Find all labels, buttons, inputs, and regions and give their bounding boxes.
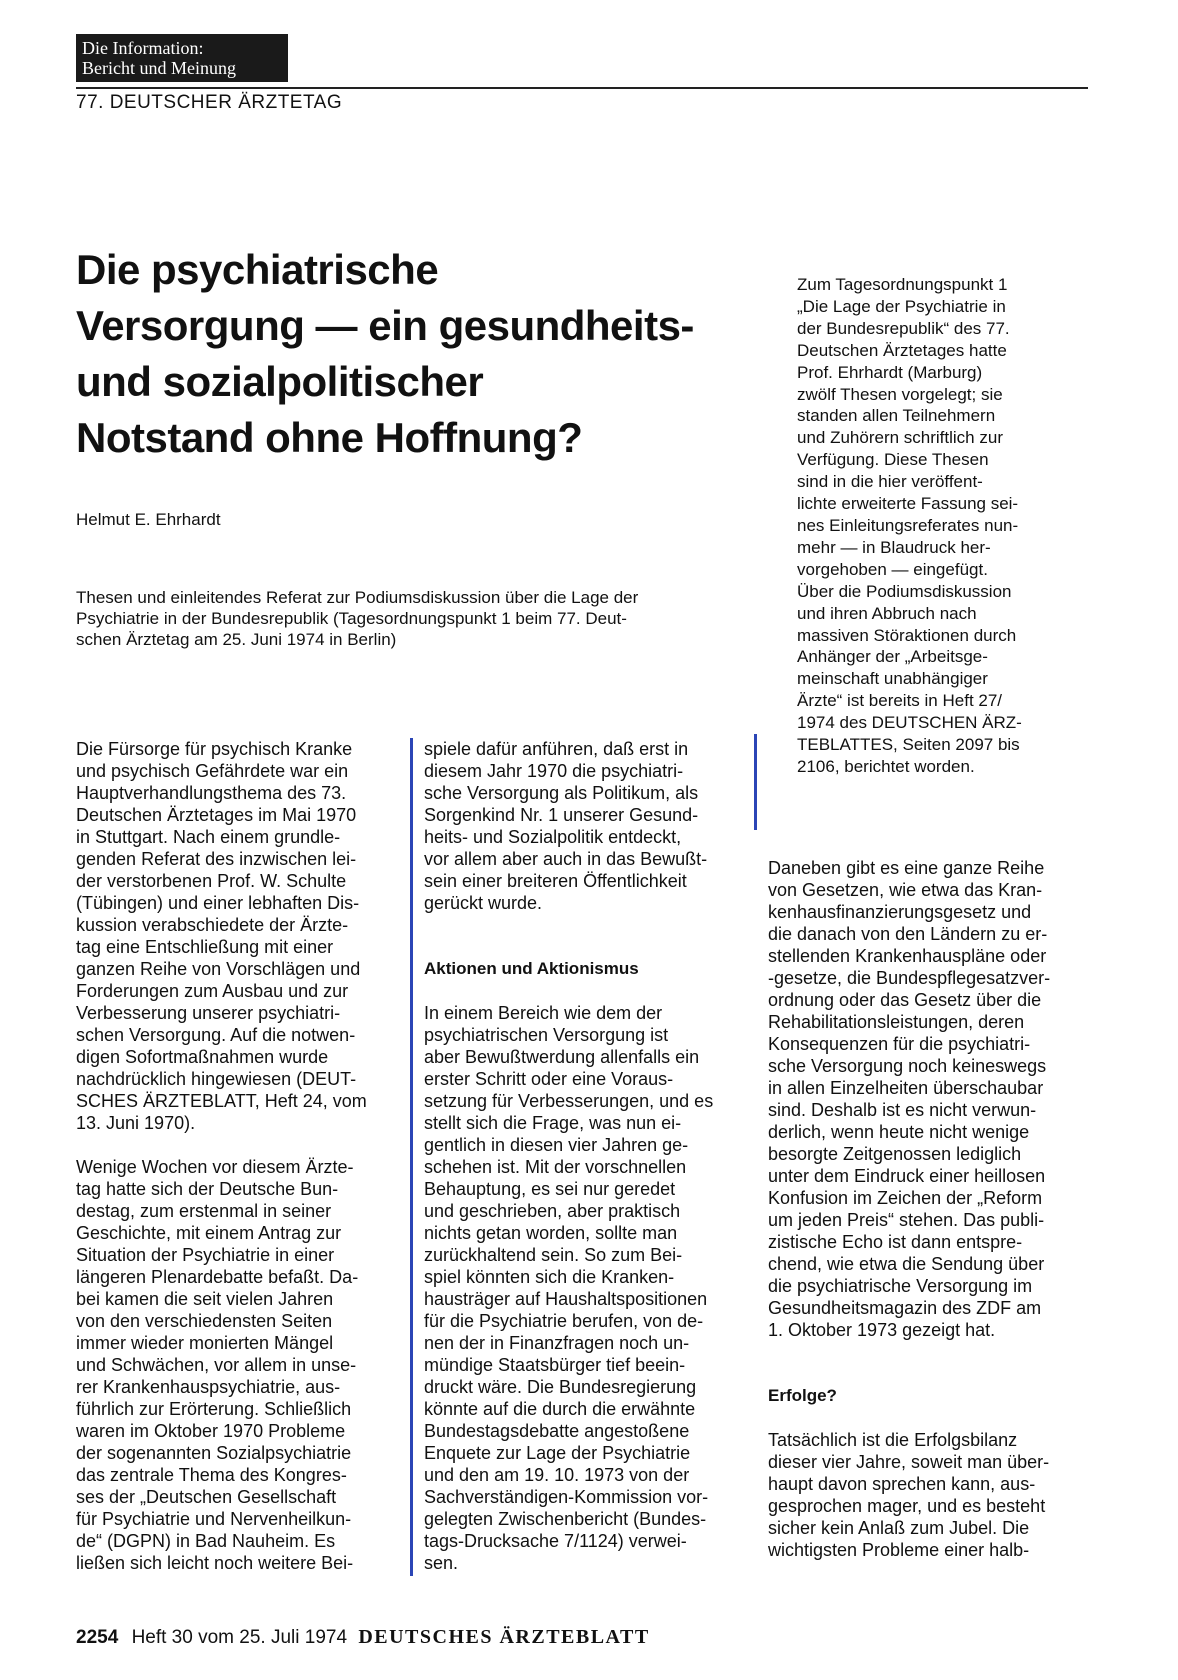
text-line: und Zuhörern schriftlich zur	[797, 428, 1003, 448]
text-line: mehr — in Blaudruck her-	[797, 537, 991, 557]
text-line: nachdrücklich hingewiesen (DEUT-	[76, 1069, 357, 1089]
lead-line: Thesen und einleitendes Referat zur Podiumsdiskussion über die Lage der	[76, 588, 639, 607]
text-line: 2106, berichtet worden.	[797, 756, 975, 776]
text-line: psychiatrischen Versorgung ist	[424, 1025, 669, 1045]
text-line: sicher kein Anlaß zum Jubel. Die	[768, 1518, 1030, 1538]
text-line: tag hatte sich der Deutsche Bun-	[76, 1179, 339, 1199]
text-line: Deutschen Ärztetages hatte	[797, 340, 1007, 360]
text-line: Konfusion im Zeichen der „Reform	[768, 1188, 1043, 1208]
text-line: Hauptverhandlungsthema des 73.	[76, 783, 347, 803]
page-number: 2254	[76, 1627, 119, 1648]
text-line: die psychiatrische Versorgung im	[768, 1276, 1033, 1296]
text-line: könnte auf die durch die erwähnte	[424, 1399, 696, 1419]
text-line: führlich zur Erörterung. Schließlich	[76, 1399, 352, 1419]
lead-line: Psychiatrie in der Bundesrepublik (Tagesordnungspunkt 1 beim 77. Deut-	[76, 609, 627, 628]
text-line: Die Fürsorge für psychisch Kranke	[76, 739, 353, 759]
text-line: und geschrieben, aber praktisch	[424, 1201, 681, 1221]
author: Helmut E. Ehrhardt	[76, 510, 221, 529]
article-title	[76, 242, 736, 466]
text-line: Sorgenkind Nr. 1 unserer Gesund-	[424, 805, 699, 825]
text-line: nen der in Finanzfragen noch un-	[424, 1333, 690, 1353]
paragraph-gap	[768, 1363, 1090, 1385]
text-line: zwölf Thesen vorgelegt; sie	[797, 384, 1003, 404]
text-line: digen Sofortmaßnahmen wurde	[76, 1047, 329, 1067]
text-line: 1974 des DEUTSCHEN ÄRZ-	[797, 713, 1022, 733]
text-line: standen allen Teilnehmern	[797, 406, 996, 426]
text-line: Forderungen zum Ausbau und zur	[76, 981, 349, 1001]
text-line: immer wieder monierten Mängel	[76, 1333, 334, 1353]
text-line: rer Krankenhauspsychiatrie, aus-	[76, 1377, 341, 1397]
column-divider-blue	[410, 738, 413, 1576]
text-line: (Tübingen) und einer lebhaften Dis-	[76, 893, 360, 913]
text-line: derlich, wenn heute nicht wenige	[768, 1122, 1030, 1142]
text-line: Enquete zur Lage der Psychiatrie	[424, 1443, 691, 1463]
text-line: tag eine Entschließung mit einer	[76, 937, 334, 957]
text-line: ließen sich leicht noch weitere Bei-	[76, 1553, 354, 1573]
text-line: in allen Einzelheiten überschaubar	[768, 1078, 1044, 1098]
text-line: sen.	[424, 1553, 459, 1573]
text-line: hausträger auf Haushaltspositionen	[424, 1289, 708, 1309]
title-line: und sozialpolitischer	[76, 358, 484, 405]
paragraph-gap	[768, 1341, 1090, 1363]
paragraph-gap	[424, 914, 744, 936]
text-line: zurückhaltend sein. So zum Bei-	[424, 1245, 683, 1265]
badge-line-1: Die Information:	[82, 38, 204, 58]
text-line: erster Schritt oder eine Voraus-	[424, 1069, 674, 1089]
text-line: schen Versorgung. Auf die notwen-	[76, 1025, 356, 1045]
section-badge	[76, 34, 288, 82]
text-line: um jeden Preis“ stehen. Das publi-	[768, 1210, 1045, 1230]
text-line: für Psychiatrie und Nervenheilkun-	[76, 1509, 352, 1529]
text-line: Ärzte“ ist bereits in Heft 27/	[797, 691, 1003, 711]
text-line: lichte erweiterte Fassung sei-	[797, 494, 1019, 514]
paragraph-gap	[424, 980, 744, 1002]
text-line: spiele dafür anführen, daß erst in	[424, 739, 689, 759]
text-line: wichtigsten Probleme einer halb-	[768, 1540, 1030, 1560]
text-line: Tatsächlich ist die Erfolgsbilanz	[768, 1430, 1018, 1450]
text-line: Bundestagsdebatte angestoßene	[424, 1421, 690, 1441]
text-line: von Gesetzen, wie etwa das Kran-	[768, 880, 1043, 900]
text-line: Situation der Psychiatrie in einer	[76, 1245, 335, 1265]
text-line: In einem Bereich wie dem der	[424, 1003, 663, 1023]
text-line: druckt wäre. Die Bundesregierung	[424, 1377, 697, 1397]
text-line: der sogenannten Sozialpsychiatrie	[76, 1443, 352, 1463]
text-line: Anhänger der „Arbeitsge-	[797, 647, 988, 667]
lead-line: schen Ärztetag am 25. Juni 1974 in Berlin)	[76, 630, 397, 649]
text-line: waren im Oktober 1970 Probleme	[76, 1421, 346, 1441]
text-line: gerückt wurde.	[424, 893, 543, 913]
text-line: und Schwächen, vor allem in unse-	[76, 1355, 357, 1375]
issue-info: Heft 30 vom 25. Juli 1974	[131, 1627, 348, 1648]
text-line: und den am 19. 10. 1973 von der	[424, 1465, 690, 1485]
text-line: in Stuttgart. Nach einem grundle-	[76, 827, 341, 847]
text-line: von den verschiedensten Seiten	[76, 1311, 333, 1331]
text-line: 1. Oktober 1973 gezeigt hat.	[768, 1320, 996, 1340]
text-line: der Bundesrepublik“ des 77.	[797, 318, 1010, 338]
text-line: gesprochen mager, und es besteht	[768, 1496, 1046, 1516]
text-line: vorgehoben — eingefügt.	[797, 559, 988, 579]
lead-paragraph	[76, 587, 736, 650]
badge-line-2: Bericht und Meinung	[82, 58, 236, 78]
text-line: Sachverständigen-Kommission vor-	[424, 1487, 709, 1507]
text-line: Verbesserung unserer psychiatri-	[76, 1003, 341, 1023]
text-line: gentlich in diesen vier Jahren ge-	[424, 1135, 689, 1155]
section-title: 77. DEUTSCHER ÄRZTETAG	[76, 92, 343, 113]
text-line: diesem Jahr 1970 die psychiatri-	[424, 761, 684, 781]
text-line: Über die Podiumsdiskussion	[797, 581, 1012, 601]
paragraph-gap	[424, 936, 744, 958]
journal-name: DEUTSCHES ÄRZTEBLATT	[358, 1626, 650, 1648]
text-line: spiel könnten sich die Kranken-	[424, 1267, 675, 1287]
text-line: und psychisch Gefährdete war ein	[76, 761, 349, 781]
text-line: massiven Störaktionen durch	[797, 625, 1017, 645]
text-line: sche Versorgung noch keineswegs	[768, 1056, 1047, 1076]
paragraph-gap	[76, 1134, 398, 1156]
text-line: aber Bewußtwerdung allenfalls ein	[424, 1047, 700, 1067]
text-line: Konsequenzen für die psychiatri-	[768, 1034, 1031, 1054]
text-line: Wenige Wochen vor diesem Ärzte-	[76, 1157, 354, 1177]
subheading: Erfolge?	[768, 1386, 837, 1405]
header-rule	[76, 87, 1088, 89]
text-line: sche Versorgung als Politikum, als	[424, 783, 699, 803]
text-line: Deutschen Ärztetages im Mai 1970	[76, 805, 357, 825]
text-line: bei kamen die seit vielen Jahren	[76, 1289, 334, 1309]
text-line: zistische Echo ist dann entspre-	[768, 1232, 1023, 1252]
paragraph-gap	[768, 1407, 1090, 1429]
text-line: sind in die hier veröffent-	[797, 472, 983, 492]
body-column-3	[768, 857, 1090, 1561]
text-line: ses der „Deutschen Gesellschaft	[76, 1487, 337, 1507]
column-divider-blue-short	[754, 734, 757, 830]
text-line: kussion verabschiedete der Ärzte-	[76, 915, 349, 935]
text-line: unter dem Eindruck einer heillosen	[768, 1166, 1046, 1186]
text-line: chend, wie etwa die Sendung über	[768, 1254, 1045, 1274]
text-line: mündige Staatsbürger tief beein-	[424, 1355, 686, 1375]
text-line: TEBLATTES, Seiten 2097 bis	[797, 735, 1020, 755]
text-line: die danach von den Ländern zu er-	[768, 924, 1048, 944]
text-line: meinschaft unabhängiger	[797, 669, 988, 689]
text-line: tags-Drucksache 7/1124) verwei-	[424, 1531, 687, 1551]
text-line: setzung für Verbesserungen, und es	[424, 1091, 714, 1111]
text-line: besorgte Zeitgenossen lediglich	[768, 1144, 1022, 1164]
text-line: schehen ist. Mit der vorschnellen	[424, 1157, 687, 1177]
text-line: vor allem aber auch in das Bewußt-	[424, 849, 708, 869]
body-column-1	[76, 738, 398, 1574]
text-line: -gesetze, die Bundespflegesatzver-	[768, 968, 1051, 988]
text-line: längeren Plenardebatte befaßt. Da-	[76, 1267, 359, 1287]
text-line: ordnung oder das Gesetz über die	[768, 990, 1042, 1010]
sidebar-note	[797, 274, 1063, 778]
text-line: „Die Lage der Psychiatrie in	[797, 296, 1006, 316]
text-line: destag, zum erstenmal in seiner	[76, 1201, 332, 1221]
text-line: Geschichte, mit einem Antrag zur	[76, 1223, 342, 1243]
text-line: und ihren Abbruch nach	[797, 603, 977, 623]
text-line: Verfügung. Diese Thesen	[797, 450, 989, 470]
text-line: haupt davon sprechen kann, aus-	[768, 1474, 1036, 1494]
body-column-2	[424, 738, 744, 1574]
text-line: dieser vier Jahre, soweit man über-	[768, 1452, 1050, 1472]
text-line: 13. Juni 1970).	[76, 1113, 196, 1133]
text-line: stellenden Krankenhauspläne oder	[768, 946, 1047, 966]
text-line: Prof. Ehrhardt (Marburg)	[797, 362, 983, 382]
text-line: das zentrale Thema des Kongres-	[76, 1465, 347, 1485]
text-line: ganzen Reihe von Vorschlägen und	[76, 959, 361, 979]
text-line: nes Einleitungsreferates nun-	[797, 515, 1019, 535]
title-line: Versorgung — ein gesundheits-	[76, 302, 694, 349]
subheading: Aktionen und Aktionismus	[424, 959, 639, 978]
text-line: SCHES ÄRZTEBLATT, Heft 24, vom	[76, 1091, 367, 1111]
text-line: heits- und Sozialpolitik entdeckt,	[424, 827, 682, 847]
text-line: nichts getan worden, sollte man	[424, 1223, 678, 1243]
text-line: sein einer breiteren Öffentlichkeit	[424, 871, 687, 891]
title-line: Die psychiatrische	[76, 246, 439, 293]
page-footer	[76, 1626, 650, 1649]
text-line: stellt sich die Frage, was nun ei-	[424, 1113, 682, 1133]
text-line: sind. Deshalb ist es nicht verwun-	[768, 1100, 1037, 1120]
text-line: für die Psychiatrie berufen, von de-	[424, 1311, 704, 1331]
text-line: Gesundheitsmagazin des ZDF am	[768, 1298, 1042, 1318]
title-line: Notstand ohne Hoffnung?	[76, 414, 583, 461]
text-line: Daneben gibt es eine ganze Reihe	[768, 858, 1045, 878]
text-line: Rehabilitationsleistungen, deren	[768, 1012, 1025, 1032]
text-line: Zum Tagesordnungspunkt 1	[797, 275, 1008, 294]
text-line: de“ (DGPN) in Bad Nauheim. Es	[76, 1531, 336, 1551]
text-line: kenhausfinanzierungsgesetz und	[768, 902, 1032, 922]
text-line: genden Referat des inzwischen lei-	[76, 849, 357, 869]
text-line: Behauptung, es sei nur geredet	[424, 1179, 676, 1199]
text-line: der verstorbenen Prof. W. Schulte	[76, 871, 347, 891]
text-line: gelegten Zwischenbericht (Bundes-	[424, 1509, 707, 1529]
